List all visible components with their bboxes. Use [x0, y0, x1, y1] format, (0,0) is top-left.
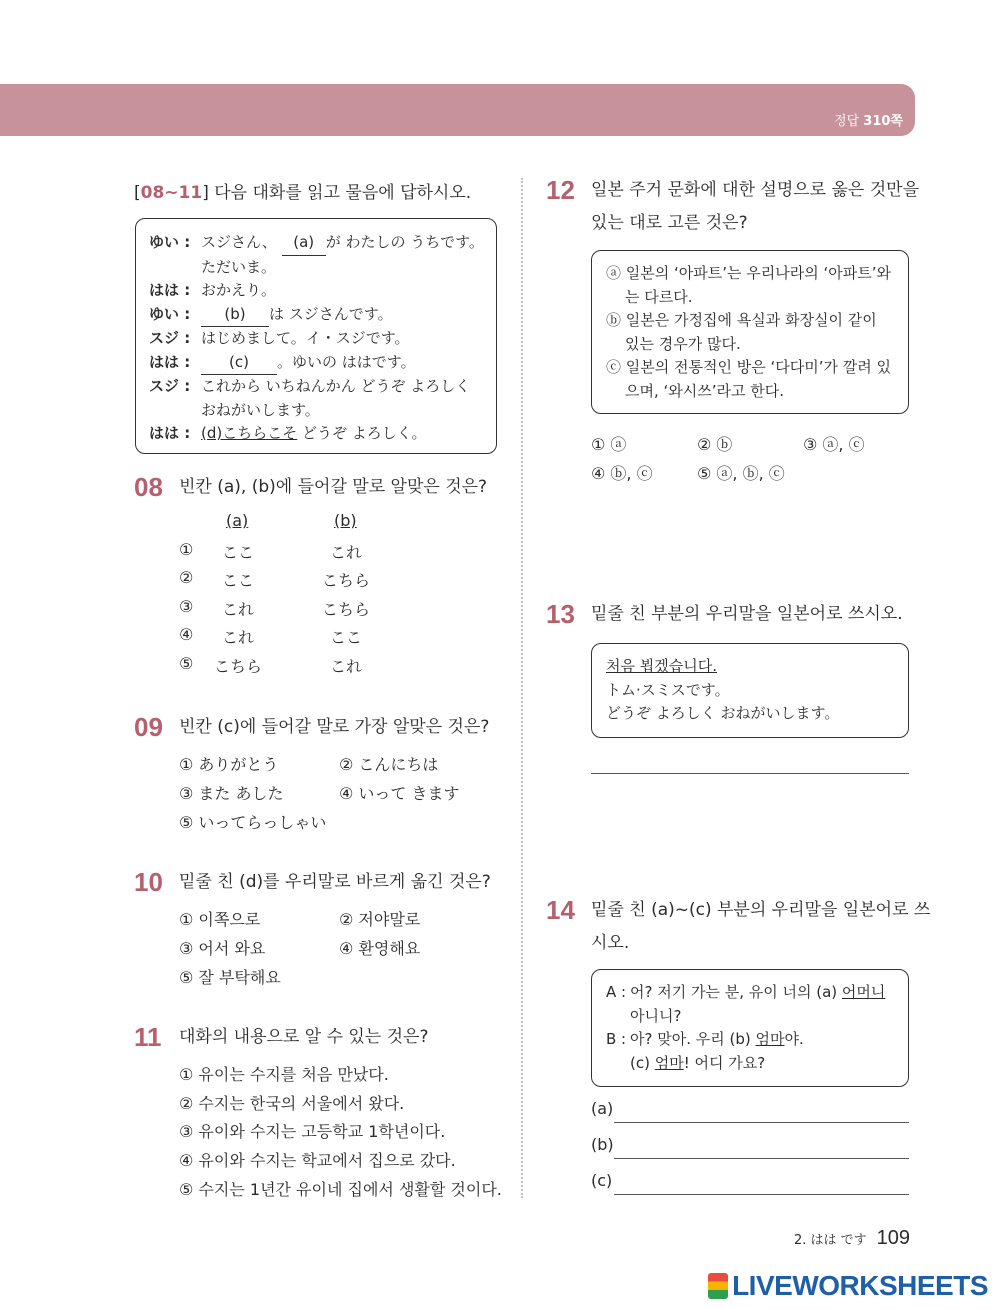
page-number: 109 [876, 1227, 910, 1249]
question-14-text-line1: 밑줄 친 (a)~(c) 부분의 우리말을 일본어로 쓰 [591, 900, 931, 920]
logo-icon [708, 1273, 728, 1299]
q08-option-4-a: これ [222, 628, 255, 647]
q10-option-2[interactable]: ② 저야말로 [339, 910, 421, 929]
question-12-text-line2: 있는 대로 고른 것은? [591, 213, 748, 233]
question-08-text: 빈칸 (a), (b)에 들어갈 말로 알맞은 것은? [179, 477, 488, 497]
q08-option-5-b: これ [330, 657, 363, 676]
q08-option-1-b: これ [330, 543, 363, 562]
q11-option-3[interactable]: ③ 유이와 수지는 고등학교 1학년이다. [179, 1122, 446, 1141]
question-number-14: 14 [546, 895, 575, 925]
column-divider [521, 178, 523, 1198]
question-number-08: 08 [134, 472, 163, 502]
q14-label-c: (c) [591, 1171, 613, 1190]
q09-option-3[interactable]: ③ また あした [179, 784, 284, 803]
question-09-text: 빈칸 (c)에 들어갈 말로 가장 알맞은 것은? [179, 717, 490, 737]
q10-option-3[interactable]: ③ 어서 와요 [179, 939, 266, 958]
question-10-text: 밑줄 친 (d)를 우리말로 바르게 옮긴 것은? [179, 872, 491, 892]
question-number-11: 11 [134, 1022, 162, 1052]
q09-option-4[interactable]: ④ いって きます [339, 784, 460, 803]
q08-option-3-a: これ [222, 600, 255, 619]
q08-option-4-b: ここ [330, 628, 363, 647]
q12-statement-a: ⓐ 일본의 ‘아파트’는 우리나라의 ‘아파트’와 [606, 264, 891, 282]
q14-answer-line-a[interactable] [614, 1122, 909, 1123]
q14-label-a: (a) [591, 1099, 614, 1118]
q08-option-2-b: こちら [322, 571, 371, 590]
liveworksheets-logo: LIVEWORKSHEETS [708, 1270, 988, 1302]
chapter-title: 2. はは です [793, 1233, 867, 1248]
q14-answer-line-b[interactable] [614, 1158, 909, 1159]
q08-option-3[interactable]: ③ [179, 597, 194, 616]
question-number-10: 10 [134, 867, 163, 897]
q12-option-4[interactable]: ④ ⓑ, ⓒ [591, 464, 653, 483]
question-11-text: 대화의 내용으로 알 수 있는 것은? [179, 1027, 429, 1047]
q12-statements: ⓐ 일본의 ‘아파트’는 우리나라의 ‘아파트’와 는 다르다. ⓑ 일본은 가정집에 욕실과 화장실이 같이 있는 경우가 많다. ⓒ 일본의 전통적인 방은 ‘다다미’가 깔려 있 으며, ‘와시쓰’라고 한다. [606, 262, 902, 403]
q09-option-1[interactable]: ① ありがとう [179, 755, 279, 774]
q10-option-4[interactable]: ④ 환영해요 [339, 939, 421, 958]
q08-option-3-b: こちら [322, 600, 371, 619]
q12-statement-c: ⓒ 일본의 전통적인 방은 ‘다다미’가 깔려 있 [606, 358, 891, 376]
q08-option-2-a: ここ [222, 571, 255, 590]
q10-option-5[interactable]: ⑤ 잘 부탁해요 [179, 968, 281, 987]
q11-option-1[interactable]: ① 유이는 수지를 처음 만났다. [179, 1065, 389, 1084]
q14-label-b: (b) [591, 1135, 614, 1154]
q10-option-1[interactable]: ① 이쪽으로 [179, 910, 261, 929]
question-13-text: 밑줄 친 부분의 우리말을 일본어로 쓰시오. [591, 604, 903, 624]
question-number-09: 09 [134, 712, 163, 742]
q08-option-5-a: こちら [214, 657, 263, 676]
q08-option-1-a: ここ [222, 543, 255, 562]
q08-option-1[interactable]: ① [179, 540, 194, 559]
q08-option-4[interactable]: ④ [179, 625, 194, 644]
q12-option-2[interactable]: ② ⓑ [697, 435, 733, 454]
question-12-text-line1: 일본 주거 문화에 대한 설명으로 옳은 것만을 [591, 180, 920, 200]
q12-statement-b: ⓑ 일본은 가정집에 욕실과 화장실이 같이 [606, 311, 877, 329]
q14-dialogue: A : 어? 저기 가는 분, 유이 너의 (a) 어머니 아니니? B : 아? 맞아. 우리 (b) 엄마야. (c) 엄마! 어디 가요? [606, 983, 886, 1072]
q11-option-5[interactable]: ⑤ 수지는 1년간 유이네 집에서 생활할 것이다. [179, 1180, 502, 1199]
header-band [0, 84, 915, 136]
question-number-13: 13 [546, 599, 575, 629]
q13-answer-line[interactable] [591, 773, 909, 774]
q11-option-4[interactable]: ④ 유이와 수지는 학교에서 집으로 갔다. [179, 1151, 456, 1170]
q08-col-b-header: (b) [334, 511, 357, 530]
q13-box-text: 처음 뵙겠습니다. トム·スミスです。 どうぞ よろしく おねがいします。 [606, 657, 840, 722]
answer-reference: 정답 310쪽 [834, 114, 903, 129]
intro-instruction: [08~11] 다음 대화를 읽고 물음에 답하시오. [134, 183, 472, 203]
q14-answer-line-c[interactable] [614, 1194, 909, 1195]
q09-option-5[interactable]: ⑤ いってらっしゃい [179, 813, 327, 832]
q08-col-a-header: (a) [226, 511, 249, 530]
q12-option-5[interactable]: ⑤ ⓐ, ⓑ, ⓒ [697, 464, 785, 483]
q12-option-3[interactable]: ③ ⓐ, ⓒ [803, 435, 865, 454]
q08-option-2[interactable]: ② [179, 568, 194, 587]
page-footer [794, 1227, 910, 1250]
question-number-12: 12 [546, 175, 575, 205]
q12-option-1[interactable]: ① ⓐ [591, 435, 627, 454]
question-14-text-line2: 시오. [591, 933, 630, 953]
q08-option-5[interactable]: ⑤ [179, 654, 194, 673]
q11-option-2[interactable]: ② 수지는 한국의 서울에서 왔다. [179, 1094, 405, 1113]
q09-option-2[interactable]: ② こんにちは [339, 755, 439, 774]
dialogue-text: ゆい : スジさん、 (a) が わたしの うちです。 ただいま。 はは : おかえり。 ゆい : (b) は スジさんです。 スジ : はじめまして。イ・スジです。 はは : (c) 。ゆいの ははです。 スジ : これから いちねんかん どうぞ よろしく おねがいします。 はは : (d)こちらこそ どうぞ よろしく。 [149, 233, 484, 442]
